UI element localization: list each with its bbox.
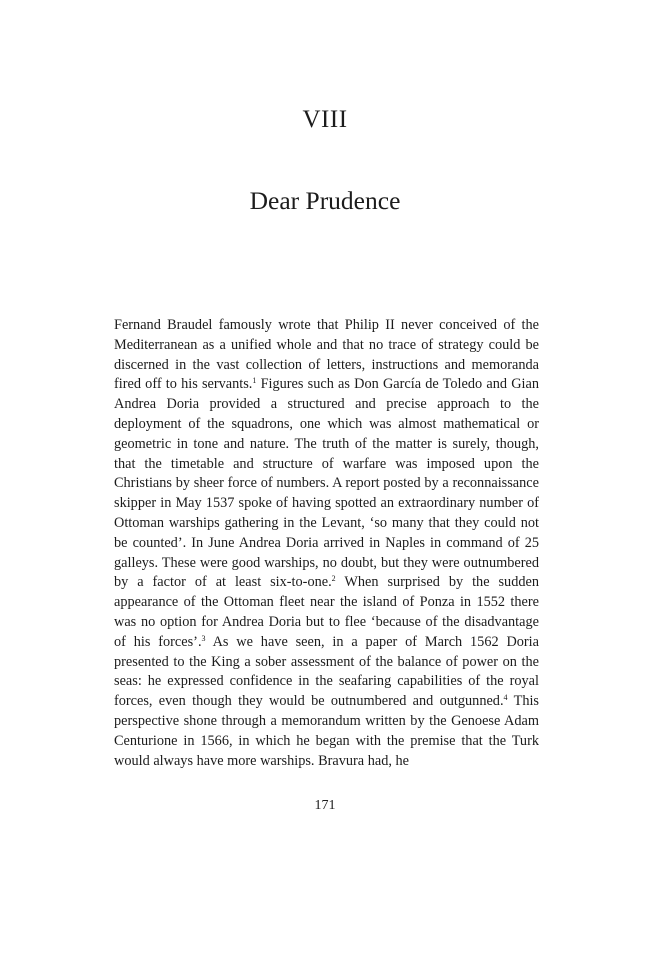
footnote-marker[interactable]: 1 <box>252 376 257 386</box>
body-text-segment: This perspective shone through a memorandum written by the Genoese Adam Centurione in 1566, in which he began with the premise that the Turk would always have more warships. Bravura had, he <box>114 693 539 769</box>
chapter-number: VIII <box>302 106 348 133</box>
body-text-segment: Fernand Braudel famously wrote that Philip II never conceived of the Mediterranean as a unified whole and that no trace of strategy could be discerned in the vast collection of letters, instructions and memoranda fired off to his servants. <box>114 317 539 393</box>
body-text-segment: As we have seen, in a paper of March 1562 Doria presented to the King a sober assessment of the balance of power on the seas: he expressed confidence in the seafaring capabilities of the royal forces, even though they would be outnumbered and outgunned. <box>114 633 539 710</box>
footnote-marker[interactable]: 3 <box>201 633 206 643</box>
footnote-marker[interactable]: 4 <box>503 693 508 703</box>
body-text-segment: When surprised by the sudden appearance of the Ottoman fleet near the island of Ponza in 1552 there was no option for Andrea Doria but to flee ‘because of the disadvantage of his forces’. <box>114 574 539 650</box>
body-text-segment: Figures such as Don García de Toledo and Gian Andrea Doria provided a structured and precise approach to the deployment of the squadrons, one which was almost mathematical or geometric in tone and nature. The truth of the matter is surely, though, that the timetable and structure of warfare was imposed upon the Christians by sheer force of numbers. A report posted by a reconnaissance skipper in May 1537 spoke of having spotted an extraordinary number of Ottoman warships gathering in the Levant, ‘so many that they could not be counted’. In June Andrea Doria arrived in Naples in command of 25 galleys. These were good warships, no doubt, but they were outnumbered by a factor of at least six-to-one. <box>114 376 539 591</box>
chapter-title: Dear Prudence <box>249 186 401 215</box>
footnote-marker[interactable]: 2 <box>331 574 336 584</box>
page-number: 171 <box>314 798 336 813</box>
body-paragraph <box>114 316 539 771</box>
